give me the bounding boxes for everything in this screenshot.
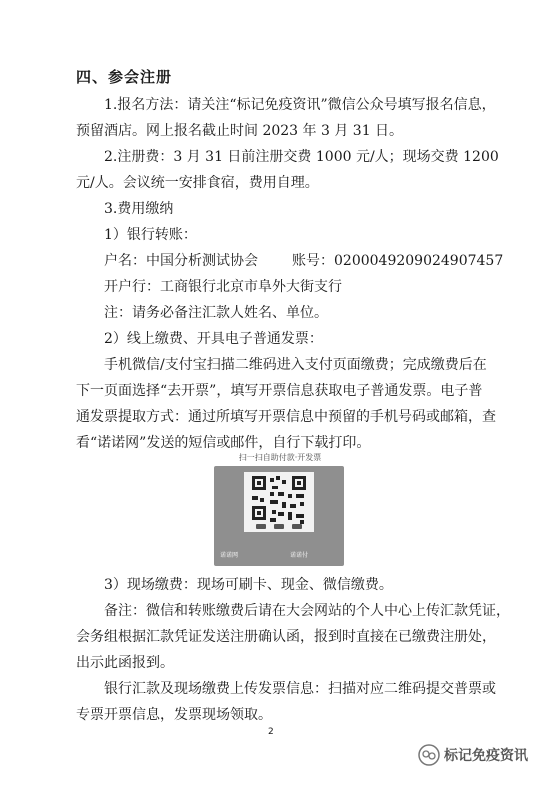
paragraph-line: 注：请务必备注汇款人姓名、单位。	[104, 305, 328, 321]
paragraph-line: 银行汇款及现场缴费上传发票信息：扫描对应二维码提交普票或	[104, 681, 496, 697]
wechat-watermark	[418, 744, 528, 766]
paragraph-line: 3.费用缴纳	[104, 201, 174, 217]
page-number: 2	[268, 727, 274, 737]
qr-footer	[220, 548, 338, 560]
paragraph-line: 元/人。会议统一安排食宿，费用自理。	[76, 175, 319, 191]
qr-panel	[214, 466, 344, 566]
qr-code-graphic	[244, 472, 314, 532]
paragraph-line: 通发票提取方式：通过所填写开票信息中预留的手机号码或邮箱，查	[76, 409, 496, 425]
paragraph-line: 专票开票信息，发票现场领取。	[76, 707, 272, 723]
paragraph-line: 下一页面选择“去开票”，填写开票信息获取电子普通发票。电子普	[76, 383, 483, 399]
qr-footer-left: 诺诺网	[220, 552, 239, 559]
paragraph-line: 会务组根据汇款凭证发送注册确认函，报到时直接在已缴费注册处，	[76, 629, 496, 645]
paragraph-line: 备注：微信和转账缴费后请在大会网站的个人中心上传汇款凭证，	[104, 603, 510, 619]
qr-footer-right: 诺诺付	[290, 552, 309, 559]
paragraph-line: 1.报名方法：请关注“标记免疫资讯”微信公众号填写报名信息，	[104, 97, 496, 113]
paragraph-line: 2.注册费：3 月 31 日前注册交费 1000 元/人；现场交费 1200	[104, 149, 499, 165]
watermark-text: 标记免疫资讯	[444, 748, 528, 764]
qr-code-figure	[206, 452, 354, 568]
paragraph-line: 预留酒店。网上报名截止时间 2023 年 3 月 31 日。	[76, 123, 404, 139]
paragraph-line: 开户行：工商银行北京市阜外大街支行	[104, 279, 342, 295]
section-heading: 四、参会注册	[76, 68, 173, 86]
paragraph-line: 出示此函报到。	[76, 655, 174, 671]
paragraph-line: 1）银行转账：	[104, 227, 197, 243]
qr-code-icon	[244, 472, 314, 532]
paragraph-line: 3）现场缴费：现场可刷卡、现金、微信缴费。	[104, 577, 393, 593]
account-name: 户名：中国分析测试协会	[104, 253, 258, 269]
qr-caption: 扫一扫自助付款·开发票	[238, 453, 322, 462]
paragraph-line: 看“诺诺网”发送的短信或邮件，自行下载打印。	[76, 435, 371, 451]
paragraph-line: 手机微信/支付宝扫描二维码进入支付页面缴费；完成缴费后在	[104, 357, 487, 373]
paragraph-line: 2）线上缴费、开具电子普通发票：	[104, 331, 323, 347]
wechat-logo-icon	[418, 744, 440, 766]
account-number: 账号：0200049209024907457	[292, 253, 504, 269]
